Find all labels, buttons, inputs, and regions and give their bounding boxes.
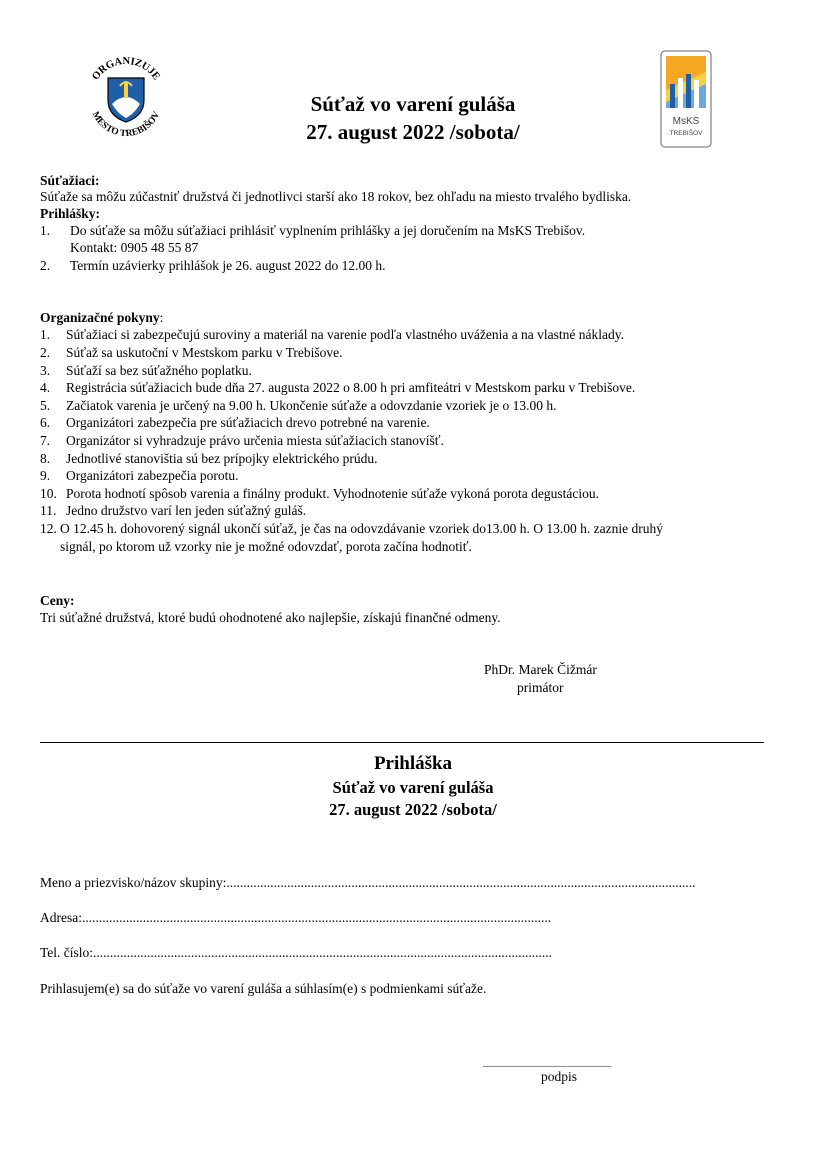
address-label: Adresa: — [40, 910, 82, 925]
name-dots: ........................................................................................................................................... — [226, 875, 696, 890]
participants-text: Súťaže sa môžu zúčastniť družstvá či jednotlivci starší ako 18 rokov, bez ohľadu na miesto trvalého bydliska. — [40, 189, 632, 204]
signatory-name: PhDr. Marek Čižmár — [484, 662, 597, 677]
page-date: 27. august 2022 /sobota/ — [306, 120, 520, 144]
organization-heading: Organizačné pokyny: — [40, 310, 164, 325]
phone-field[interactable] — [40, 944, 652, 961]
name-label: Meno a priezvisko/názov skupiny: — [40, 875, 227, 890]
phone-dots: ........................................................................................................................................ — [93, 945, 553, 960]
prizes-heading: Ceny: — [40, 593, 75, 608]
prizes-text: Tri súťažné družstvá, ktoré budú ohodnotené ako najlepšie, získajú finančné odmeny. — [40, 610, 501, 625]
seal-bottom-text: MESTO TREBIŠOV — [89, 110, 163, 140]
consent-text: Prihlasujem(e) sa do súťaže vo varení guláša a súhlasím(e) s podmienkami súťaže. — [40, 981, 487, 996]
form-subtitle: Súťaž vo varení guláša — [332, 778, 494, 797]
participants-heading: Súťažiaci: — [40, 173, 100, 188]
signature-label: podpis — [541, 1069, 578, 1084]
seal-top-text: ORGANIZUJE — [90, 55, 162, 83]
phone-label: Tel. číslo: — [40, 945, 94, 960]
form-title: Prihláška — [373, 753, 453, 774]
page-title: Súťaž vo varení guláša — [310, 92, 516, 116]
signatory-role: primátor — [517, 680, 564, 695]
name-field[interactable] — [40, 874, 760, 891]
address-dots: ........................................................................................................................................... — [81, 910, 552, 925]
section-divider — [40, 742, 764, 743]
form-date: 27. august 2022 /sobota/ — [329, 800, 497, 819]
msks-logo-text: MsKS — [672, 116, 700, 127]
applications-heading: Prihlášky: — [40, 206, 101, 221]
address-field[interactable] — [40, 909, 654, 926]
msks-logo-subtext: TREBIŠOV — [669, 130, 703, 137]
signature-line: ___________________ — [483, 1053, 612, 1068]
